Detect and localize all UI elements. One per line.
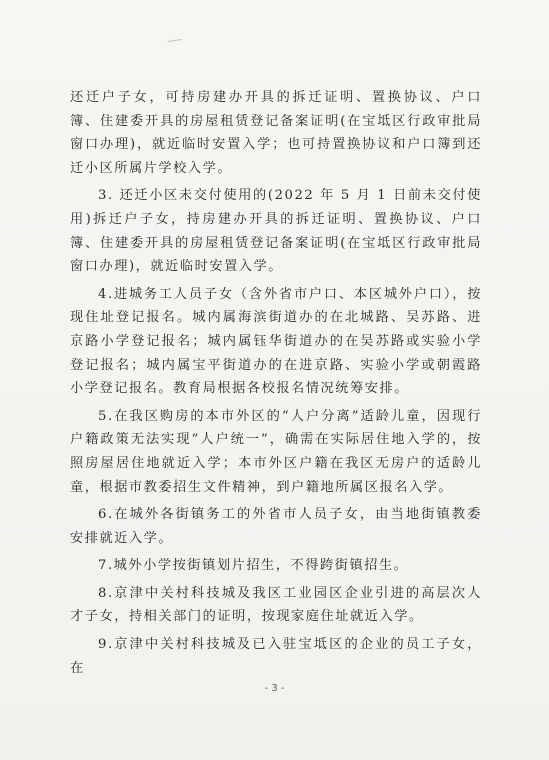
paragraph-continuation: 还迁户子女，可持房建办开具的拆迁证明、置换协议、户口簿、住建委开具的房屋租赁登记备案证明(在宝坻区行政审批局窗口办理)，就近临时安置入学；也可持置换协议和户口簿到还迁小区所属片学校入学。 — [70, 90, 482, 176]
paragraph-item-7: 7.城外小学按街镇划片招生，不得跨街镇招生。 — [98, 558, 409, 574]
paragraph-item-4: 4.进城务工人员子女（含外省市户口、本区城外户口），按现住址登记报名。城内属海滨街道办的在北城路、吴苏路、进京路小学登记报名；城内属钰华街道办的在吴苏路或实验小学登记报名；城内属宝平街道办的在进京路、实验小学或朝霞路小学登记报名。教育局根据各校报名情况统筹安排。 — [70, 286, 482, 397]
paragraph-item-6: 6.在城外各街镇务工的外省市人员子女，由当地街镇教委安排就近入学。 — [70, 507, 482, 546]
page-number: - 3 - — [264, 683, 285, 694]
scan-mark — [168, 39, 183, 46]
paragraph-item-9: 9.京津中关村科技城及已入驻宝坻区的企业的员工子女，在 — [70, 637, 482, 676]
document-body — [70, 86, 482, 684]
paragraph-item-3: 3. 还迁小区未交付使用的(2022 年 5 月 1 日前未交付使用)拆迁户子女，持房建办开具的拆迁证明、置换协议、户口簿、住建委开具的房屋租赁登记备案证明(在宝坻区行政审批局窗口办理)，就近临时安置入学。 — [70, 188, 482, 275]
paragraph-item-5: 5.在我区购房的本市外区的“人户分离”适龄儿童，因现行户籍政策无法实现“人户统一”，确需在实际居住地入学的，按照房屋居住地就近入学；本市外区户籍在我区无房户的适龄儿童，根据市教委招生文件精神，到户籍地所属区报名入学。 — [70, 408, 482, 495]
paragraph-item-8: 8.京津中关村科技城及我区工业园区企业引进的高层次人才子女，持相关部门的证明，按现家庭住址就近入学。 — [70, 585, 482, 625]
